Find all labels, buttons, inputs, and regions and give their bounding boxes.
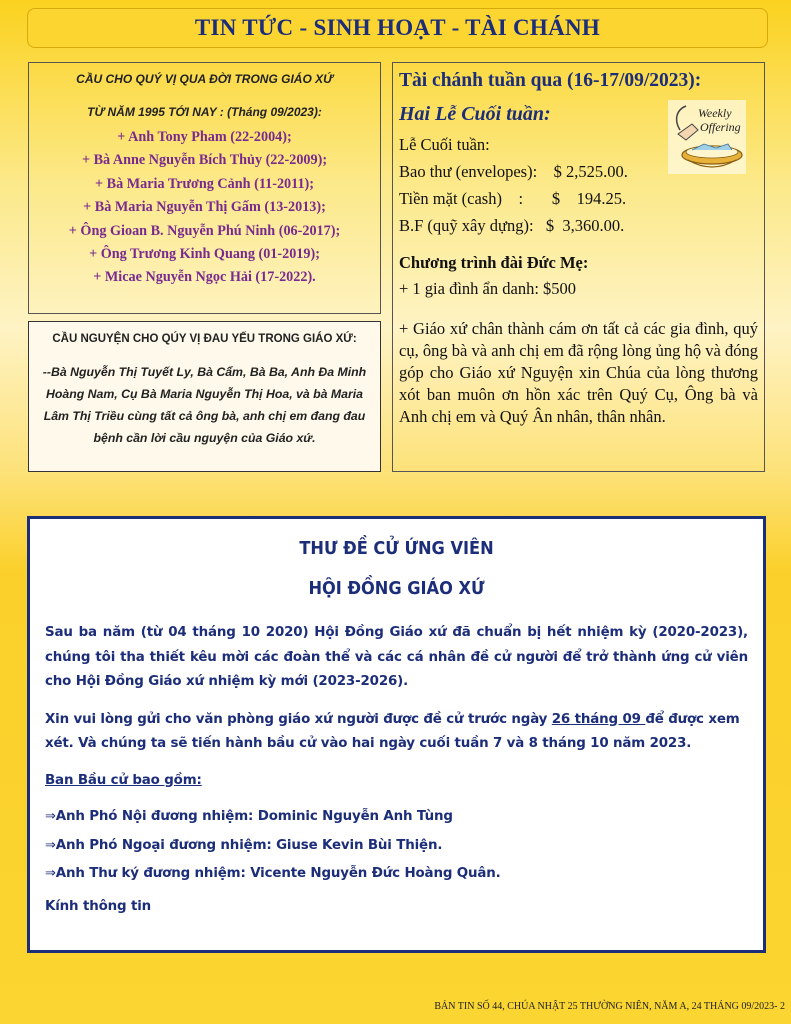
deceased-item: + Bà Maria Trương Cảnh (11-2011);: [94, 175, 314, 192]
deceased-item: + Bà Maria Nguyễn Thị Gấm (13-2013);: [83, 199, 326, 216]
letter-p2-after: để được xem xét. Và chúng ta sẽ tiến hành bầu cử vào hai ngày cuối tuần 7 và 8 tháng 10 năm 2023.: [45, 711, 740, 751]
sick-list-text: --Bà Nguyễn Thị Tuyết Ly, Bà Cẩm, Bà Ba, Anh Đa Minh Hoàng Nam, Cụ Bà Maria Nguyễn Thị Hoa, và bà Maria Lâm Thị Triều cùng tất cả ông bà, anh chị em đang đau bệnh cần lời cầu nguyện của Giáo xứ.: [42, 365, 367, 445]
letter-subtitle: HỘI ĐỒNG GIÁO XỨ: [308, 578, 485, 599]
deceased-heading: CẦU CHO QUÝ VỊ QUA ĐỜI TRONG GIÁO XỨ: [76, 72, 333, 86]
committee-member: [45, 860, 748, 889]
mary-program-donation: + 1 gia đình ẩn danh: $500: [399, 279, 577, 298]
deceased-item: + Bà Anne Nguyễn Bích Thủy (22-2009);: [81, 152, 328, 169]
letter-closing: Kính thông tin: [45, 898, 152, 914]
finance-weekend-label: Lễ Cuối tuần:: [399, 135, 490, 154]
committee-member-text: Anh Phó Ngoại đương nhiệm: Giuse Kevin Bùi Thiện.: [55, 837, 443, 853]
deceased-item: + Anh Tony Pham (22-2004);: [117, 129, 292, 145]
weekly-offering-image: [668, 100, 746, 174]
committee-label: Ban Bầu cử bao gồm:: [45, 772, 202, 788]
letter-paragraph-1: Sau ba năm (từ 04 tháng 10 2020) Hội Đồng Giáo xứ đã chuẩn bị hết nhiệm kỳ (2020-2023), chúng tôi tha thiết kêu mời các đoàn thể và các cá nhân đề cử người để trở thành ứng cử viên cho Hội Đồng Giáo xứ nhiệm kỳ mới (2023-2026).: [45, 625, 748, 689]
offering-caption-weekly: Weekly: [698, 106, 732, 120]
offering-caption-offering: Offering: [700, 120, 741, 134]
page-title-bar: [27, 8, 768, 48]
nomination-letter-box: [27, 516, 766, 953]
committee-member-text: Anh Phó Nội đương nhiệm: Dominic Nguyễn Anh Tùng: [55, 809, 453, 824]
letter-title: THƯ ĐỀ CỬ ỨNG VIÊN: [299, 538, 494, 559]
deceased-item: + Micae Nguyễn Ngọc Hải (17-2022).: [93, 269, 316, 286]
finance-subtitle: Hai Lễ Cuối tuần:: [399, 103, 551, 125]
page-title: TIN TỨC - SINH HOẠT - TÀI CHÁNH: [194, 15, 601, 40]
letter-p2-before: Xin vui lòng gửi cho văn phòng giáo xứ người được đề cử trước ngày: [45, 711, 552, 727]
committee-list: [45, 803, 748, 889]
finance-cash: Tiền mặt (cash) : $ 194.25.: [399, 189, 627, 208]
deceased-list: [29, 126, 380, 290]
committee-member-text: Anh Thư ký đương nhiệm: Vicente Nguyễn Đức Hoàng Quân.: [55, 866, 501, 881]
deadline-date: 26 tháng 09: [551, 711, 646, 727]
thanks-paragraph: + Giáo xứ chân thành cám ơn tất cả các gia đình, quý cụ, ông bà và anh chị em đã rộng lòng ủng hộ và đóng góp cho Giáo xứ Nguyện xin Chúa của lòng thương xót ban muôn ơn hồn xác trên Quý Cụ, Ông bà và Anh chị em và Quý Ân nhân, thân nhân.: [399, 319, 758, 426]
committee-member: [45, 803, 748, 832]
sick-prayer-box: [28, 321, 381, 472]
arrow-right-icon: ⇒: [45, 837, 56, 853]
arrow-right-icon: ⇒: [45, 809, 56, 824]
mary-program-title: Chương trình đài Đức Mẹ:: [399, 253, 589, 272]
deceased-subheading: TỪ NĂM 1995 TỚI NAY : (Tháng 09/2023):: [87, 105, 322, 119]
arrow-right-icon: ⇒: [45, 866, 56, 881]
finance-envelopes: Bao thư (envelopes): $ 2,525.00.: [399, 162, 628, 181]
sick-heading: CẦU NGUYỆN CHO QÚY VỊ ĐAU YẾU TRONG GIÁO XỨ:: [52, 333, 357, 345]
finance-title: Tài chánh tuần qua (16-17/09/2023):: [399, 70, 702, 91]
deceased-item: + Ông Gioan B. Nguyễn Phú Ninh (06-2017);: [68, 222, 341, 239]
page-footer: BẢN TIN SỐ 44, CHÚA NHẬT 25 THƯỜNG NIÊN, NĂM A, 24 THÁNG 09/2023- 2: [434, 1001, 785, 1012]
deceased-prayer-box: [28, 62, 381, 314]
committee-member: [45, 832, 748, 861]
deceased-item: + Ông Trương Kinh Quang (01-2019);: [89, 246, 320, 263]
finance-building-fund: B.F (quỹ xây dựng): $ 3,360.00.: [399, 216, 625, 235]
letter-paragraph-2: [45, 708, 748, 757]
